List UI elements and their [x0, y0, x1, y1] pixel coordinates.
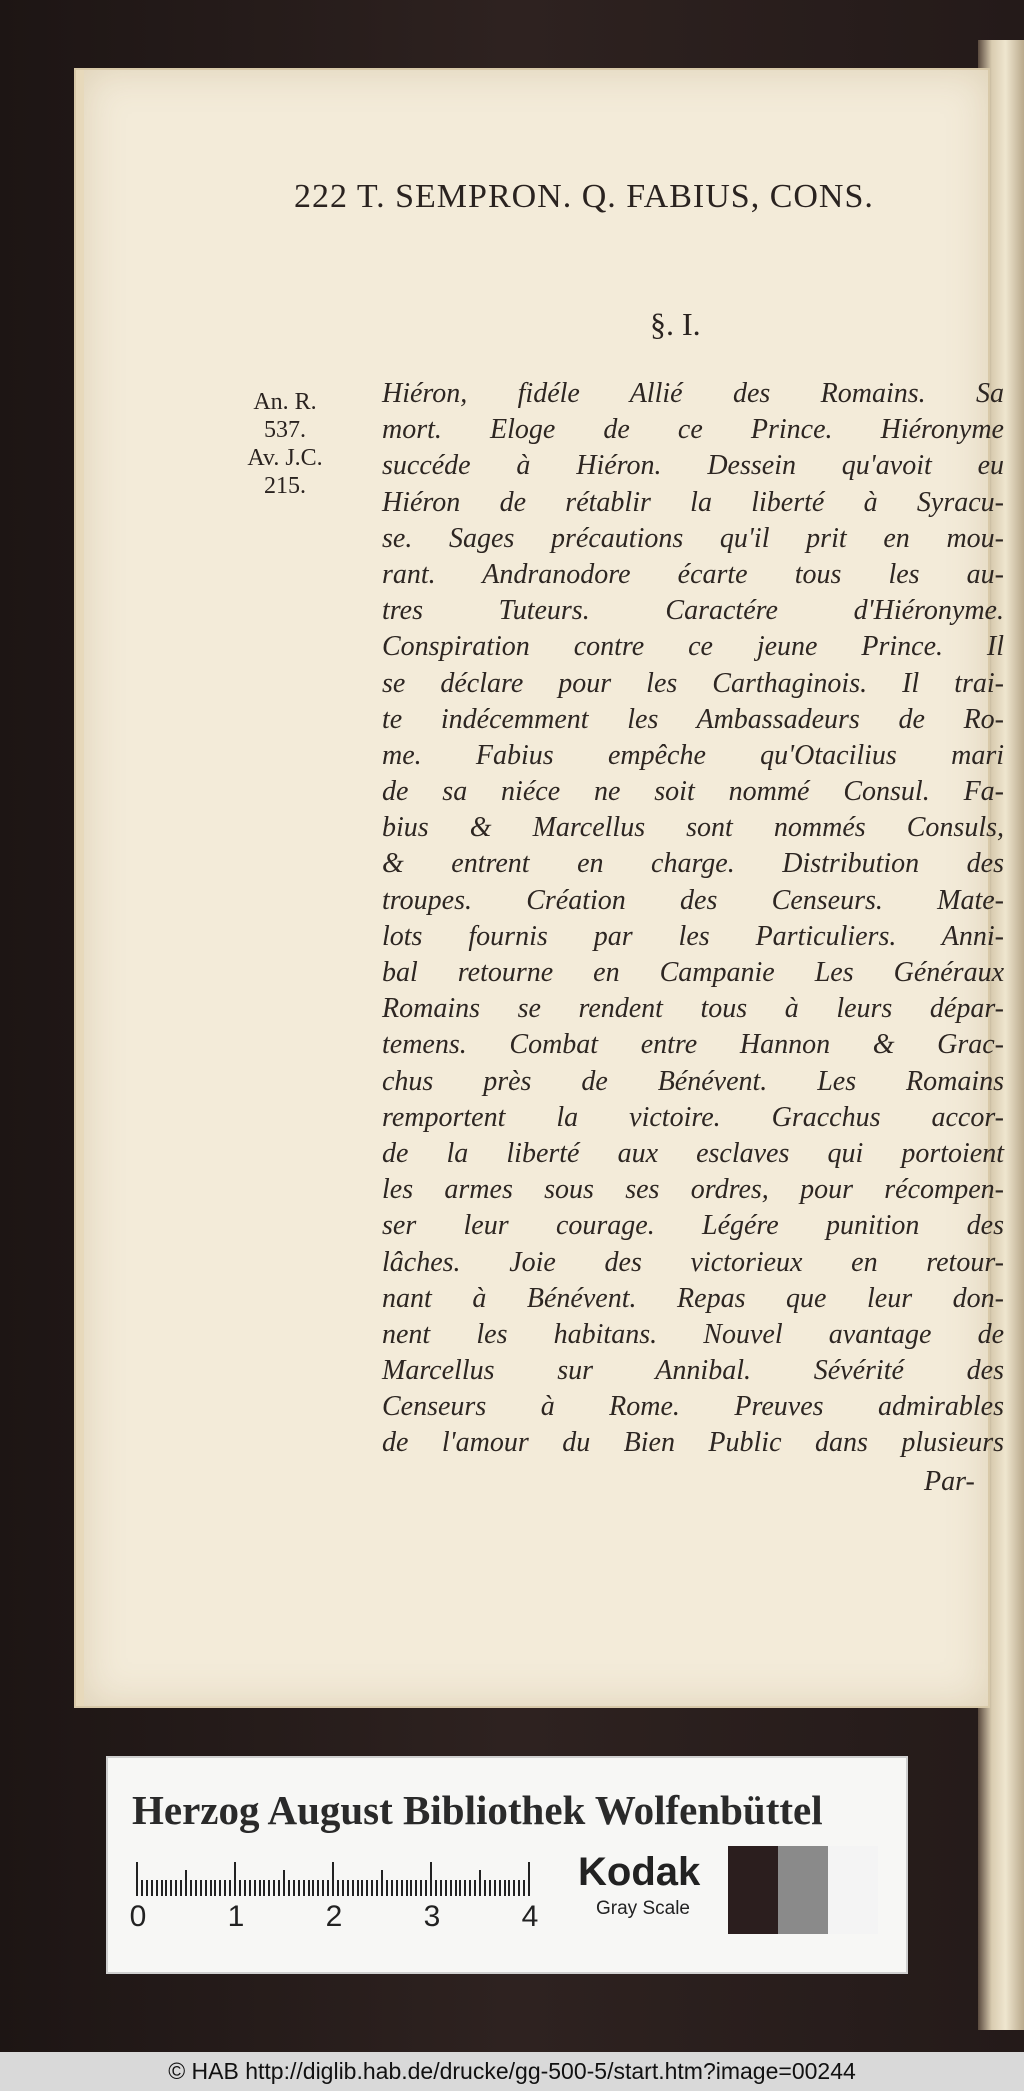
text-line: te indécemment les Ambassadeurs de Ro-	[382, 703, 1004, 735]
ruler-tick	[224, 1880, 226, 1896]
ruler-tick	[185, 1870, 187, 1896]
text-line: de l'amour du Bien Public dans plusieurs	[382, 1427, 1004, 1459]
ruler-label: 0	[129, 1900, 147, 1933]
ruler-tick	[210, 1880, 212, 1896]
ruler-label: 2	[325, 1900, 343, 1933]
margin-note-line: 537.	[264, 417, 306, 443]
ruler-tick	[234, 1862, 236, 1896]
ruler-tick	[396, 1880, 398, 1896]
ruler-tick	[244, 1880, 246, 1896]
ruler-tick	[508, 1880, 510, 1896]
book-page	[76, 70, 1004, 1706]
text-line: me. Fabius empêche qu'Otacilius mari	[382, 739, 1004, 771]
ruler-tick	[312, 1880, 314, 1896]
ruler-tick	[303, 1880, 305, 1896]
ruler-label: 4	[521, 1900, 539, 1933]
text-line: remportent la victoire. Gracchus accor-	[382, 1101, 1004, 1133]
ruler-tick	[229, 1880, 231, 1896]
ruler-tick	[445, 1880, 447, 1896]
text-line: ser leur courage. Légére punition des	[382, 1210, 1004, 1242]
ruler-label: 1	[227, 1900, 245, 1933]
ruler-tick	[322, 1880, 324, 1896]
copyright-footer: © HAB http://diglib.hab.de/drucke/gg-500-5/start.htm?image=00244	[0, 2052, 1024, 2091]
ruler-tick	[195, 1880, 197, 1896]
text-line: succéde à Hiéron. Dessein qu'avoit eu	[382, 450, 1004, 482]
ruler-tick	[170, 1880, 172, 1896]
text-line: Censeurs à Rome. Preuves admirables	[382, 1391, 1004, 1423]
ruler-tick	[200, 1880, 202, 1896]
catchword: Par-	[924, 1466, 975, 1497]
ruler-tick	[327, 1880, 329, 1896]
ruler-tick	[366, 1880, 368, 1896]
text-line: Hiéron, fidéle Allié des Romains. Sa	[382, 378, 1004, 409]
library-name: Herzog August Bibliothek Wolfenbüttel	[132, 1787, 823, 1833]
text-line: se déclare pour les Carthaginois. Il trai-	[382, 667, 1004, 699]
ruler-tick	[357, 1880, 359, 1896]
ruler-tick	[450, 1880, 452, 1896]
margin-note-line: An. R.	[253, 389, 317, 415]
ruler-tick	[263, 1880, 265, 1896]
ruler-tick	[518, 1880, 520, 1896]
color-reference-card	[106, 1756, 908, 1974]
ruler-tick	[239, 1880, 241, 1896]
ruler-tick	[430, 1862, 432, 1896]
ruler-tick	[161, 1880, 163, 1896]
ruler-tick	[214, 1880, 216, 1896]
margin-note-line: 215.	[264, 473, 306, 499]
summary-text	[382, 376, 1004, 1462]
text-line: Marcellus sur Annibal. Sévérité des	[382, 1355, 1004, 1387]
text-line: bal retourne en Campanie Les Généraux	[382, 957, 1004, 988]
ruler-tick	[283, 1870, 285, 1896]
text-line: nent les habitans. Nouvel avantage de	[382, 1318, 1004, 1350]
ruler-tick	[479, 1870, 481, 1896]
ruler-tick	[308, 1880, 310, 1896]
text-line: bius & Marcellus sont nommés Consuls,	[382, 812, 1004, 844]
text-line: & entrent en charge. Distribution des	[382, 848, 1004, 880]
kodak-logo: Kodak	[578, 1850, 701, 1894]
margin-note	[196, 388, 374, 500]
ruler-tick	[381, 1870, 383, 1896]
ruler-tick	[347, 1880, 349, 1896]
ruler-tick	[504, 1880, 506, 1896]
ruler-tick	[219, 1880, 221, 1896]
gray-swatch	[728, 1846, 778, 1934]
ruler-tick	[293, 1880, 295, 1896]
ruler-tick	[268, 1880, 270, 1896]
ruler-tick	[410, 1880, 412, 1896]
ruler-tick	[406, 1880, 408, 1896]
ruler-tick	[386, 1880, 388, 1896]
ruler-tick	[401, 1880, 403, 1896]
ruler-tick	[254, 1880, 256, 1896]
ruler-tick	[278, 1880, 280, 1896]
ruler-tick	[141, 1880, 143, 1896]
ruler-tick	[151, 1880, 153, 1896]
text-line: nant à Bénévent. Repas que leur don-	[382, 1282, 1004, 1314]
ruler-tick	[371, 1880, 373, 1896]
ruler-tick	[391, 1880, 393, 1896]
ruler-tick	[249, 1880, 251, 1896]
ruler-tick	[317, 1880, 319, 1896]
text-line: mort. Eloge de ce Prince. Hiéronyme	[382, 414, 1004, 446]
text-line: lâches. Joie des victorieux en retour-	[382, 1246, 1004, 1278]
text-line: chus près de Bénévent. Les Romains	[382, 1065, 1004, 1097]
running-header: 222 T. SEMPRON. Q. FABIUS, CONS.	[294, 178, 874, 215]
ruler-tick	[474, 1880, 476, 1896]
gray-swatch	[828, 1846, 878, 1934]
ruler-tick	[523, 1880, 525, 1896]
text-line: rant. Andranodore écarte tous les au-	[382, 558, 1004, 590]
text-line: troupes. Création des Censeurs. Mate-	[382, 884, 1004, 916]
text-line: Hiéron de rétablir la liberté à Syracu-	[382, 486, 1004, 518]
ruler-tick	[435, 1880, 437, 1896]
text-line: se. Sages précautions qu'il prit en mou-	[382, 522, 1004, 554]
ruler-tick	[455, 1880, 457, 1896]
ruler-tick	[190, 1880, 192, 1896]
gray-swatch	[778, 1846, 828, 1934]
text-line: de sa niéce ne soit nommé Consul. Fa-	[382, 776, 1004, 808]
ruler-tick	[352, 1880, 354, 1896]
text-line: les armes sous ses ordres, pour récompen-	[382, 1174, 1004, 1206]
text-line: de la liberté aux esclaves qui portoient	[382, 1137, 1004, 1169]
text-line: Romains se rendent tous à leurs dépar-	[382, 993, 1004, 1025]
ruler-tick	[175, 1880, 177, 1896]
ruler-tick	[459, 1880, 461, 1896]
ruler-tick	[146, 1880, 148, 1896]
ruler-tick	[136, 1862, 138, 1896]
ruler-label: 3	[423, 1900, 441, 1933]
ruler-tick	[165, 1880, 167, 1896]
ruler-tick	[273, 1880, 275, 1896]
ruler-tick	[494, 1880, 496, 1896]
ruler-tick	[484, 1880, 486, 1896]
ruler-tick	[420, 1880, 422, 1896]
ruler-tick	[513, 1880, 515, 1896]
text-line: tres Tuteurs. Caractére d'Hiéronyme.	[382, 595, 1004, 627]
ruler-tick	[361, 1880, 363, 1896]
section-number: §. I.	[650, 306, 701, 342]
ruler-tick	[298, 1880, 300, 1896]
ruler-tick	[205, 1880, 207, 1896]
text-line: temens. Combat entre Hannon & Grac-	[382, 1029, 1004, 1061]
ruler-tick	[288, 1880, 290, 1896]
ruler-tick	[440, 1880, 442, 1896]
ruler-tick	[337, 1880, 339, 1896]
text-line: lots fournis par les Particuliers. Anni-	[382, 920, 1004, 952]
ruler-tick	[259, 1880, 261, 1896]
ruler-tick	[528, 1862, 530, 1896]
ruler-tick	[469, 1880, 471, 1896]
text-line: Conspiration contre ce jeune Prince. Il	[382, 631, 1004, 663]
ruler-tick	[415, 1880, 417, 1896]
ruler	[129, 1864, 556, 1934]
ruler-tick	[499, 1880, 501, 1896]
ruler-tick	[489, 1880, 491, 1896]
gray-scale-swatches	[728, 1846, 878, 1934]
ruler-tick	[156, 1880, 158, 1896]
ruler-tick	[332, 1862, 334, 1896]
margin-note-line: Av. J.C.	[247, 445, 323, 471]
ruler-tick	[464, 1880, 466, 1896]
ruler-tick	[425, 1880, 427, 1896]
gray-scale-label: Gray Scale	[596, 1898, 690, 1919]
ruler-tick	[180, 1880, 182, 1896]
ruler-tick	[342, 1880, 344, 1896]
ruler-tick	[376, 1880, 378, 1896]
